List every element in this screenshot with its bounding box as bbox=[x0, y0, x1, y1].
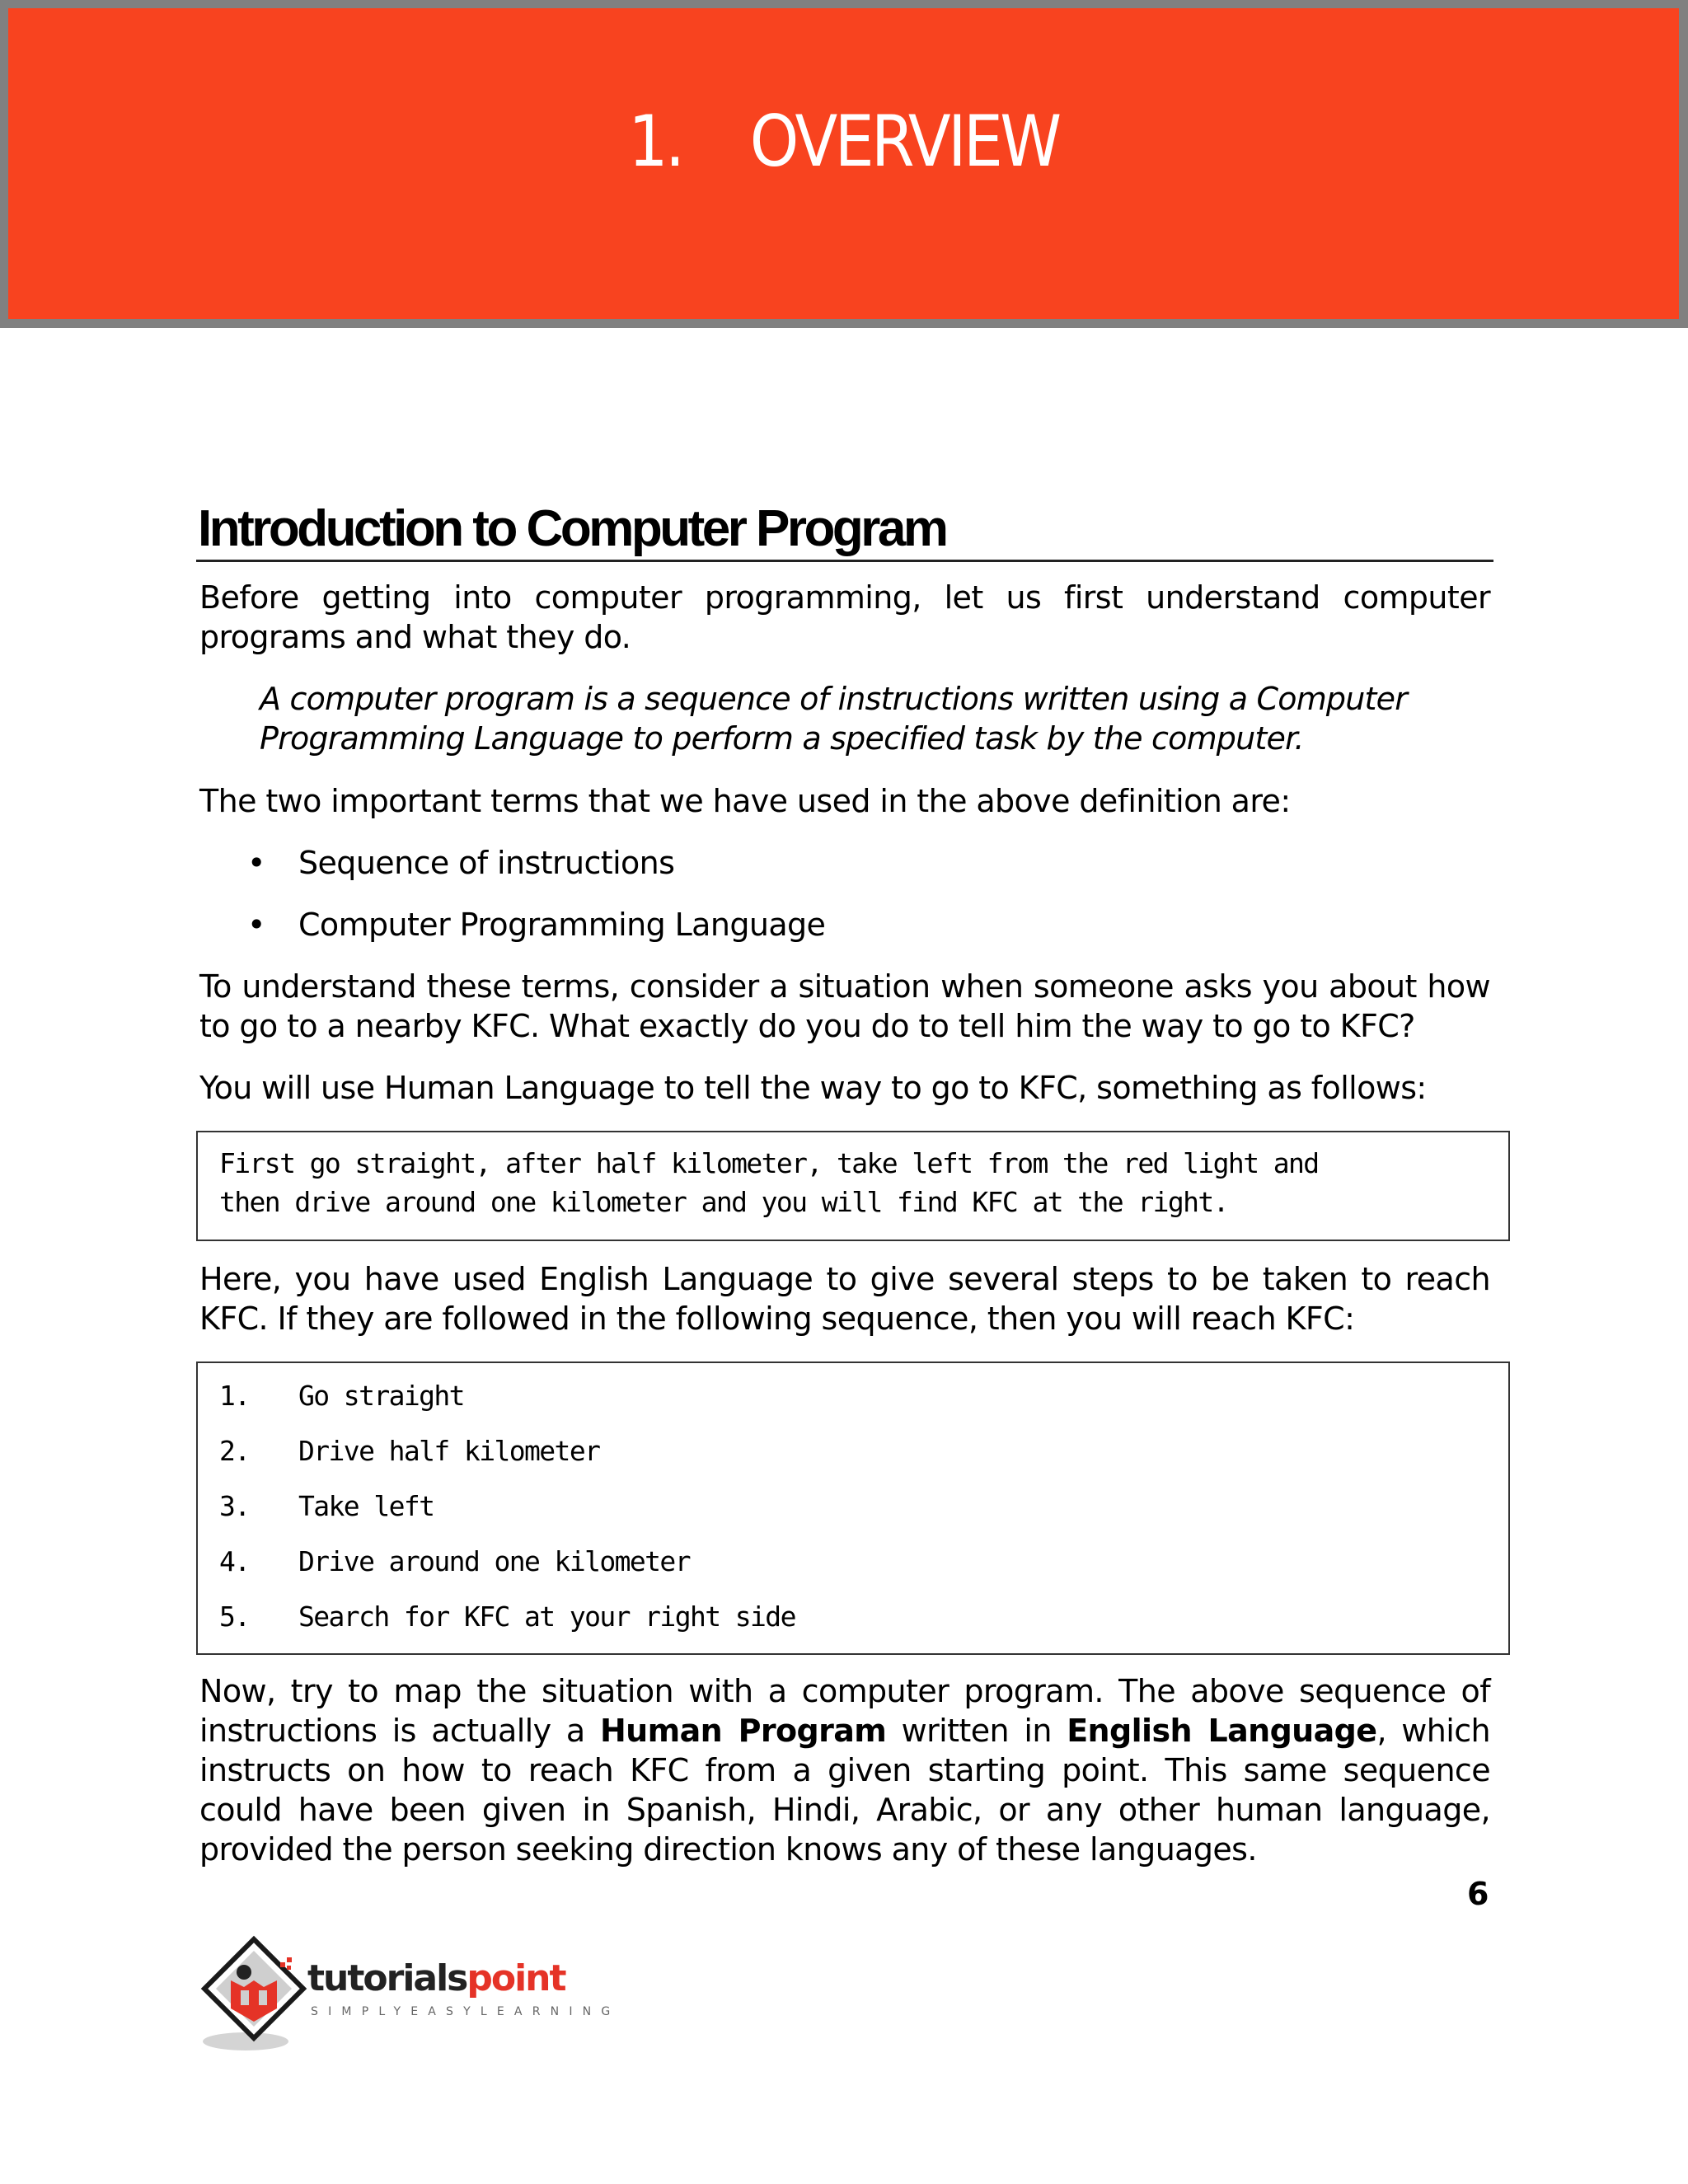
human-language-intro: You will use Human Language to tell the way to go to KFC, something as follows: bbox=[199, 1070, 1427, 1106]
directions-code-box bbox=[196, 1131, 1510, 1241]
logo-diamond-icon bbox=[198, 1933, 313, 2056]
step-text: Search for KFC at your right side bbox=[298, 1601, 795, 1633]
code-line: First go straight, after half kilometer, take left from the red light and bbox=[219, 1147, 1319, 1179]
step-number: 4. bbox=[219, 1545, 250, 1577]
steps-intro: Here, you have used English Language to give several steps to be taken to reach KFC. If they are followed in the following sequence, then you will reach KFC: bbox=[199, 1261, 1490, 1337]
bullet-icon: • bbox=[247, 845, 265, 881]
code-line: then drive around one kilometer and you will find KFC at the right. bbox=[219, 1186, 1228, 1218]
bold-term-english-language: English Language bbox=[1067, 1713, 1377, 1749]
step-text: Go straight bbox=[298, 1380, 464, 1412]
chapter-title: 1. OVERVIEW bbox=[628, 101, 1059, 183]
tutorialspoint-logo bbox=[198, 1933, 621, 2056]
term-bullet-item bbox=[247, 843, 674, 883]
step-number: 3. bbox=[219, 1490, 250, 1522]
terms-intro: The two important terms that we have used in the above definition are: bbox=[199, 783, 1291, 819]
page-number: 6 bbox=[1467, 1876, 1489, 1912]
bold-term-human-program: Human Program bbox=[599, 1713, 887, 1749]
steps-code-box bbox=[196, 1361, 1510, 1655]
logo-wordmark: tutorialspoint bbox=[307, 1957, 565, 1999]
term-text: Computer Programming Language bbox=[298, 907, 826, 943]
final-text: , which instructs on how to reach KFC from a given starting point. This same sequence could have been given in Spanish, Hindi, Arabic, or any other human language, provided the person seeking direction knows any of these languages. bbox=[199, 1713, 1491, 1868]
intro-paragraph: Before getting into computer programming, let us first understand computer programs and what they do. bbox=[199, 579, 1490, 655]
logo-tagline: SIMPLYEASYLEARNING bbox=[311, 2005, 621, 2018]
step-text: Drive around one kilometer bbox=[298, 1545, 690, 1577]
bullet-icon: • bbox=[247, 907, 265, 943]
final-paragraph bbox=[199, 1671, 1490, 1869]
chapter-banner-frame bbox=[0, 0, 1688, 328]
situation-paragraph: To understand these terms, consider a situation when someone asks you about how to go to a nearby KFC. What exactly do you do to tell him the way to go to KFC? bbox=[199, 968, 1490, 1044]
term-text: Sequence of instructions bbox=[298, 845, 675, 881]
definition-quote: A computer program is a sequence of instructions written using a Computer Programming Language to perform a specified task by the computer. bbox=[260, 681, 1408, 757]
step-text: Drive half kilometer bbox=[298, 1435, 600, 1467]
final-text: Now, try to map the situation with a computer program. The above sequence of instructions is actually a bbox=[199, 1673, 1490, 1749]
step-number: 1. bbox=[219, 1380, 250, 1412]
section-heading: Introduction to Computer Program bbox=[198, 500, 946, 557]
chapter-banner bbox=[8, 8, 1679, 319]
step-number: 2. bbox=[219, 1435, 250, 1467]
step-text: Take left bbox=[298, 1490, 434, 1522]
heading-divider bbox=[196, 560, 1493, 562]
step-number: 5. bbox=[219, 1601, 250, 1633]
term-bullet-item bbox=[247, 905, 825, 944]
final-text: written in bbox=[886, 1713, 1067, 1749]
